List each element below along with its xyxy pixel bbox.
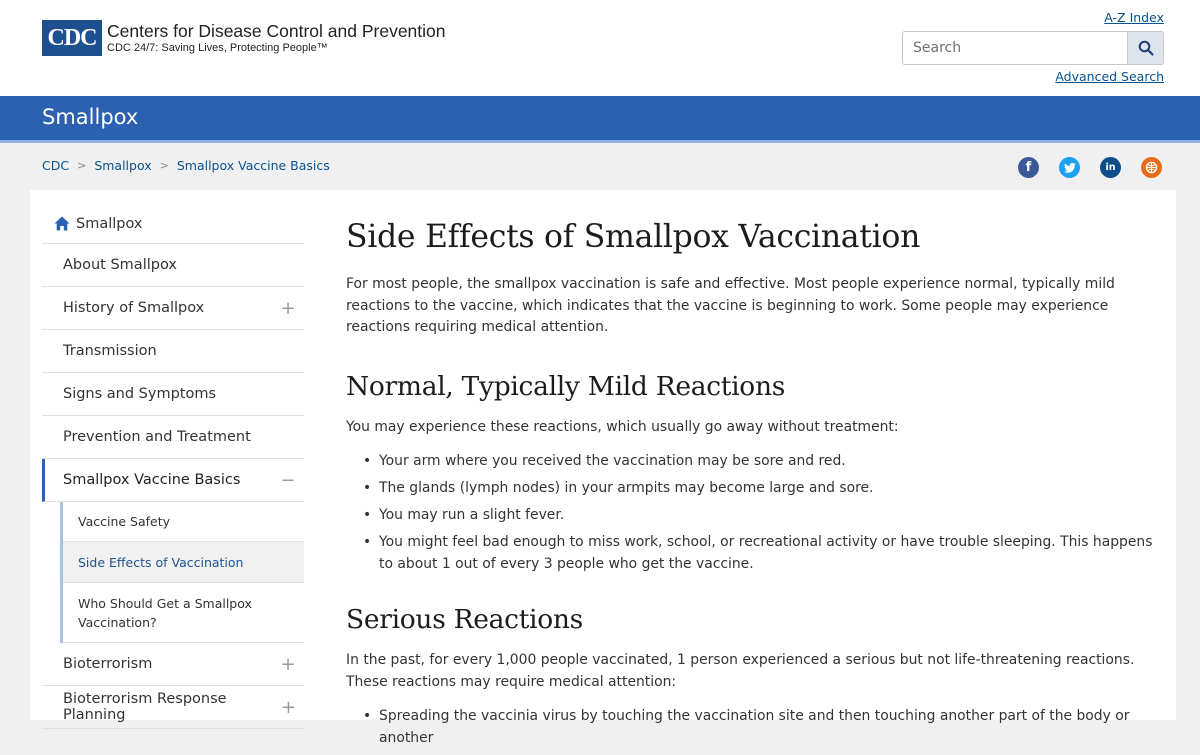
sidebar-item-label: Bioterrorism Response Planning (63, 691, 227, 723)
section-intro-mild: You may experience these reactions, which usually go away without treatment: (346, 418, 899, 435)
page-title: Side Effects of Smallpox Vaccination (346, 219, 921, 255)
sidebar-subitem-label: Vaccine Safety (78, 514, 171, 529)
minus-icon[interactable]: − (280, 469, 296, 491)
facebook-icon[interactable]: f (1018, 157, 1039, 178)
sidebar-item-label: About Smallpox (63, 257, 177, 273)
list-item: • You may run a slight fever. (361, 505, 1166, 527)
sidebar-item-transmission[interactable] (42, 330, 304, 373)
sidebar-item-about[interactable] (42, 244, 304, 287)
breadcrumb-smallpox[interactable]: Smallpox (94, 158, 152, 173)
sidebar-item-label: Prevention and Treatment (63, 429, 251, 445)
sidebar-subnav (60, 502, 304, 643)
search-form (902, 31, 1164, 65)
main-content (346, 214, 1166, 755)
advanced-search-link[interactable]: Advanced Search (1055, 69, 1164, 84)
breadcrumb (42, 158, 330, 173)
section-heading-serious: Serious Reactions (346, 604, 583, 635)
sidebar-subitem-label: Who Should Get a Smallpox Vaccination? (78, 595, 252, 630)
logo-mark-text: CDC (47, 24, 97, 51)
sidebar-item-label: Transmission (63, 343, 157, 359)
sidebar-item-label: History of Smallpox (63, 300, 205, 316)
list-item: • The glands (lymph nodes) in your armpits may become large and sore. (361, 478, 1166, 500)
sidebar-subitem-who-should-get[interactable] (63, 583, 304, 643)
breadcrumb-cdc[interactable]: CDC (42, 158, 70, 173)
cdc-logo[interactable] (42, 20, 446, 56)
social-share (998, 157, 1162, 178)
sidebar-subitem-label: Side Effects of Vaccination (78, 554, 244, 570)
sidebar-home-label: Smallpox (76, 215, 143, 232)
syndicate-icon[interactable] (1141, 157, 1162, 178)
sidebar-item-vaccine-basics[interactable] (42, 459, 304, 502)
content-card (30, 190, 1176, 746)
site-tagline: CDC 24/7: Saving Lives, Protecting People™ (107, 42, 328, 54)
site-header (0, 0, 1200, 96)
search-button[interactable] (1127, 31, 1164, 65)
plus-icon[interactable]: + (280, 297, 296, 319)
mild-reactions-list (361, 451, 1166, 575)
sidebar-item-bioterrorism[interactable] (42, 643, 304, 686)
sidebar-item-label: Signs and Symptoms (63, 386, 217, 402)
sidebar-item-signs-symptoms[interactable] (42, 373, 304, 416)
sidebar-nav (42, 204, 304, 729)
sidebar-item-label: Smallpox Vaccine Basics (63, 472, 241, 488)
list-item: • You might feel bad enough to miss work, school, or recreational activity or have trouble sleeping. This happens to about 1 out of every 3 people who get the vaccine. (361, 532, 1166, 575)
sidebar-item-prevention[interactable] (42, 416, 304, 459)
intro-paragraph: For most people, the smallpox vaccination is safe and effective. Most people experience normal, typically mild reactions to the vaccine, which indicates that the vaccine is beginning to work. Some people may experience reactions requiring medical attention. (346, 276, 1115, 335)
sidebar-item-label: Bioterrorism (63, 656, 153, 672)
sidebar-item-history[interactable] (42, 287, 304, 330)
home-icon (54, 216, 70, 231)
logo-text (107, 21, 446, 55)
cdc-logo-mark (42, 20, 102, 56)
section-heading-mild: Normal, Typically Mild Reactions (346, 370, 786, 402)
serious-reactions-list (361, 706, 1166, 749)
breadcrumb-vaccine-basics[interactable]: Smallpox Vaccine Basics (176, 158, 330, 173)
banner-title[interactable]: Smallpox (42, 105, 139, 129)
topic-banner (0, 96, 1200, 143)
search-input[interactable] (902, 31, 1127, 65)
section-intro-serious: In the past, for every 1,000 people vaccinated, 1 person experienced a serious but not life-threatening reactions. These reactions may require medical attention: (346, 652, 1135, 690)
breadcrumb-separator: > (77, 159, 87, 172)
breadcrumb-separator: > (159, 159, 169, 172)
az-index-link[interactable]: A-Z Index (1104, 10, 1164, 25)
sidebar-subitem-side-effects[interactable] (63, 542, 304, 583)
sidebar-item-bioterrorism-response[interactable] (42, 686, 304, 729)
plus-icon[interactable]: + (280, 696, 296, 718)
twitter-icon[interactable] (1059, 157, 1080, 178)
site-title: Centers for Disease Control and Prevention (107, 21, 446, 41)
list-item: • Your arm where you received the vaccination may be sore and red. (361, 451, 1166, 473)
list-item: • Spreading the vaccinia virus by touching the vaccination site and then touching another part of the body or another (361, 706, 1166, 749)
sidebar-home[interactable] (42, 204, 304, 244)
search-icon (1138, 40, 1154, 56)
linkedin-icon[interactable]: in (1100, 157, 1121, 178)
sidebar-subitem-vaccine-safety[interactable] (63, 502, 304, 542)
plus-icon[interactable]: + (280, 653, 296, 675)
